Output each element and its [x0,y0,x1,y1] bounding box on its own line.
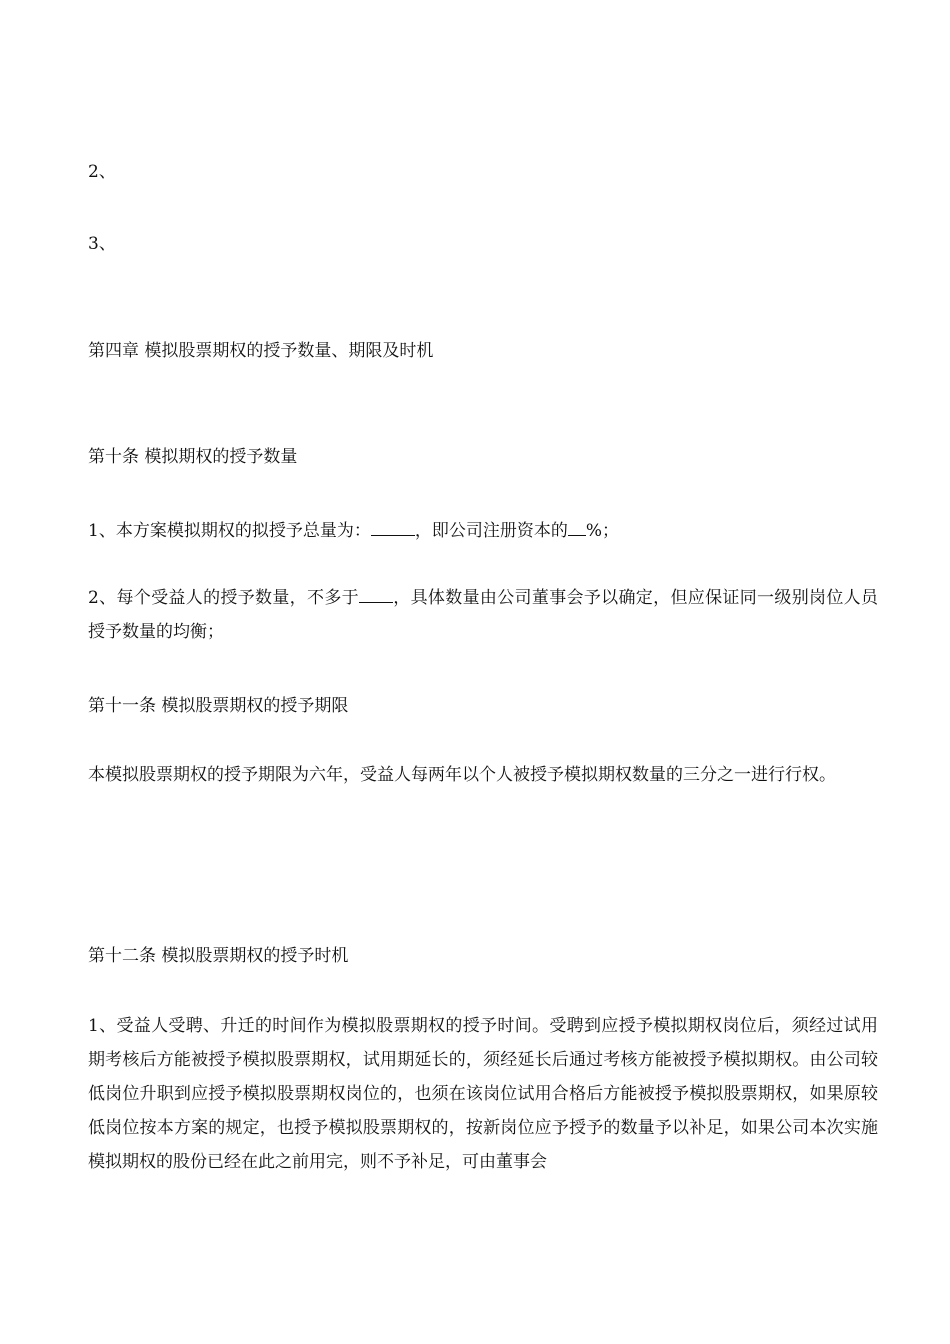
percentage-blank [568,519,586,536]
article-12-body: 1、受益人受聘、升迁的时间作为模拟股票期权的授予时间。受聘到应授予模拟期权岗位后，须经过试用期考核后方能被授予模拟股票期权，试用期延长的，须经延长后通过考核方能被授予模拟期权。由公司较低岗位升职到应授予模拟股票期权岗位的，也须在该岗位试用合格后方能被授予模拟股票期权，如果原较低岗位按本方案的规定，也授予模拟股票期权的，按新岗位应予授予的数量予以补足，如果公司本次实施模拟期权的股份已经在此之前用完，则不予补足，可由董事会 [88,1016,878,1172]
max-quantity-blank [359,586,393,603]
article-10-clause-2 [88,581,878,649]
article-11-body: 本模拟股票期权的授予期限为六年，受益人每两年以个人被授予模拟期权数量的三分之一进行行权。 [88,765,836,785]
clause-2-text-b: ，具体数量由公司董事会予以确定，但应保证同一级别岗位人员授予数量的均衡； [88,588,878,642]
clause-1-text-c: %； [585,521,619,541]
total-quantity-blank [371,519,415,536]
article-10-heading: 第十条 模拟期权的授予数量 [88,447,298,467]
article-11-heading: 第十一条 模拟股票期权的授予期限 [88,696,349,716]
clause-1-text-a: 1、本方案模拟期权的拟授予总量为： [88,521,371,541]
chapter-heading: 第四章 模拟股票期权的授予数量、期限及时机 [88,341,434,361]
clause-2-text-a: 2、每个受益人的授予数量，不多于 [88,588,359,608]
clause-1-text-b: ，即公司注册资本的 [414,521,568,541]
article-10-clause-1 [88,519,619,542]
list-item-3: 3、 [88,234,116,254]
list-item-2: 2、 [88,162,116,182]
article-12-heading: 第十二条 模拟股票期权的授予时机 [88,946,349,966]
